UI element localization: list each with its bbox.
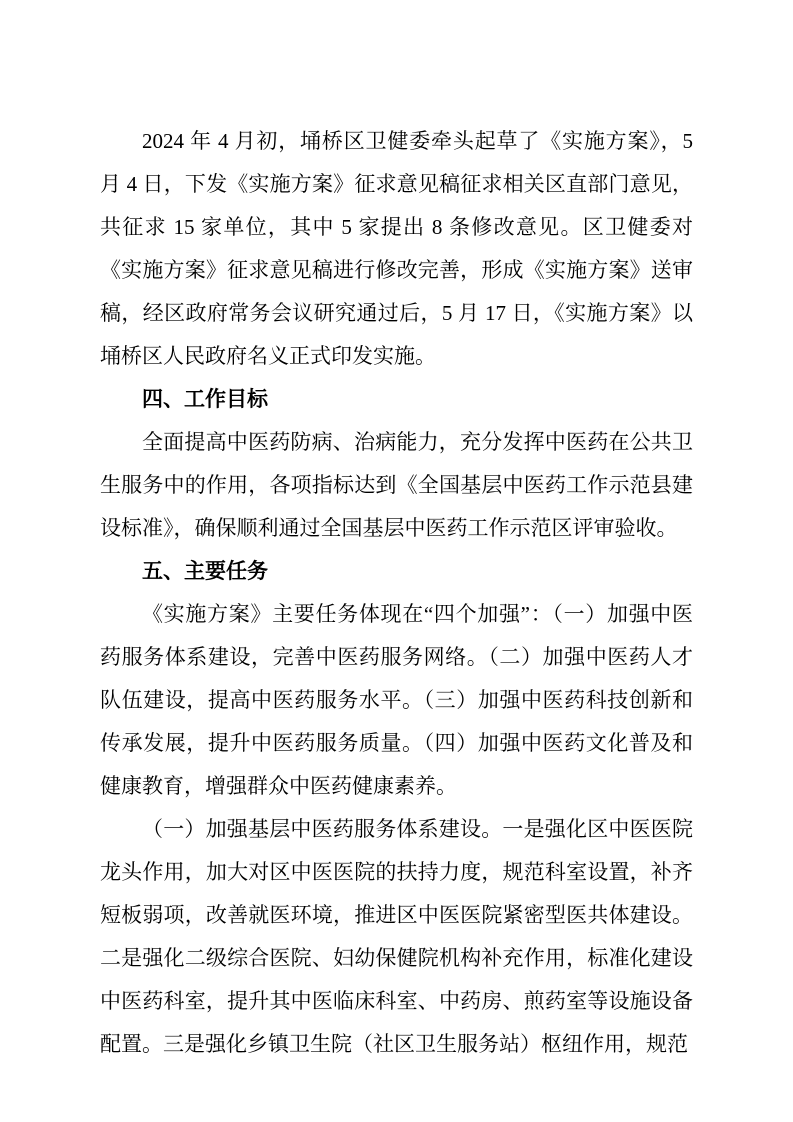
paragraph-main-tasks-overview: 《实施方案》主要任务体现在“四个加强”：（一）加强中医药服务体系建设，完善中医药服务网络。（二）加强中医药人才队伍建设，提高中医药服务水平。（三）加强中医药科技创新和传承发展，提升中医药服务质量。（四）加强中医药文化普及和健康教育，增强群众中医药健康素养。 [100,602,693,798]
section-heading-work-goals: 四、工作目标 [142,388,268,411]
section-heading-main-tasks: 五、主要任务 [142,560,268,583]
paragraph-work-goals: 全面提高中医药防病、治病能力，充分发挥中医药在公共卫生服务中的作用，各项指标达到《全国基层中医药工作示范县建设标准》，确保顺利通过全国基层中医药工作示范区评审验收。 [100,430,693,540]
paragraph-task-one-detail: （一）加强基层中医药服务体系建设。一是强化区中医医院龙头作用，加大对区中医医院的扶持力度，规范科室设置，补齐短板弱项，改善就医环境，推进区中医医院紧密型医共体建设。二是强化二级综合医院、妇幼保健院机构补充作用，标准化建设中医药科室，提升其中医临床科室、中药房、煎药室等设施设备配置。三是强化乡镇卫生院（社区卫生服务站）枢纽作用，规范 [100,817,693,1056]
document-body [100,120,693,1066]
paragraph-drafting-process: 2024 年 4 月初，埇桥区卫健委牵头起草了《实施方案》，5 月 4 日，下发《实施方案》征求意见稿征求相关区直部门意见，共征求 15 家单位，其中 5 家提出 8 条修改意见。区卫健委对《实施方案》征求意见稿进行修改完善，形成《实施方案》送审稿，经区政府常务会议研究通过后，5 月 17 日，《实施方案》以埇桥区人民政府名义正式印发实施。 [100,129,693,368]
